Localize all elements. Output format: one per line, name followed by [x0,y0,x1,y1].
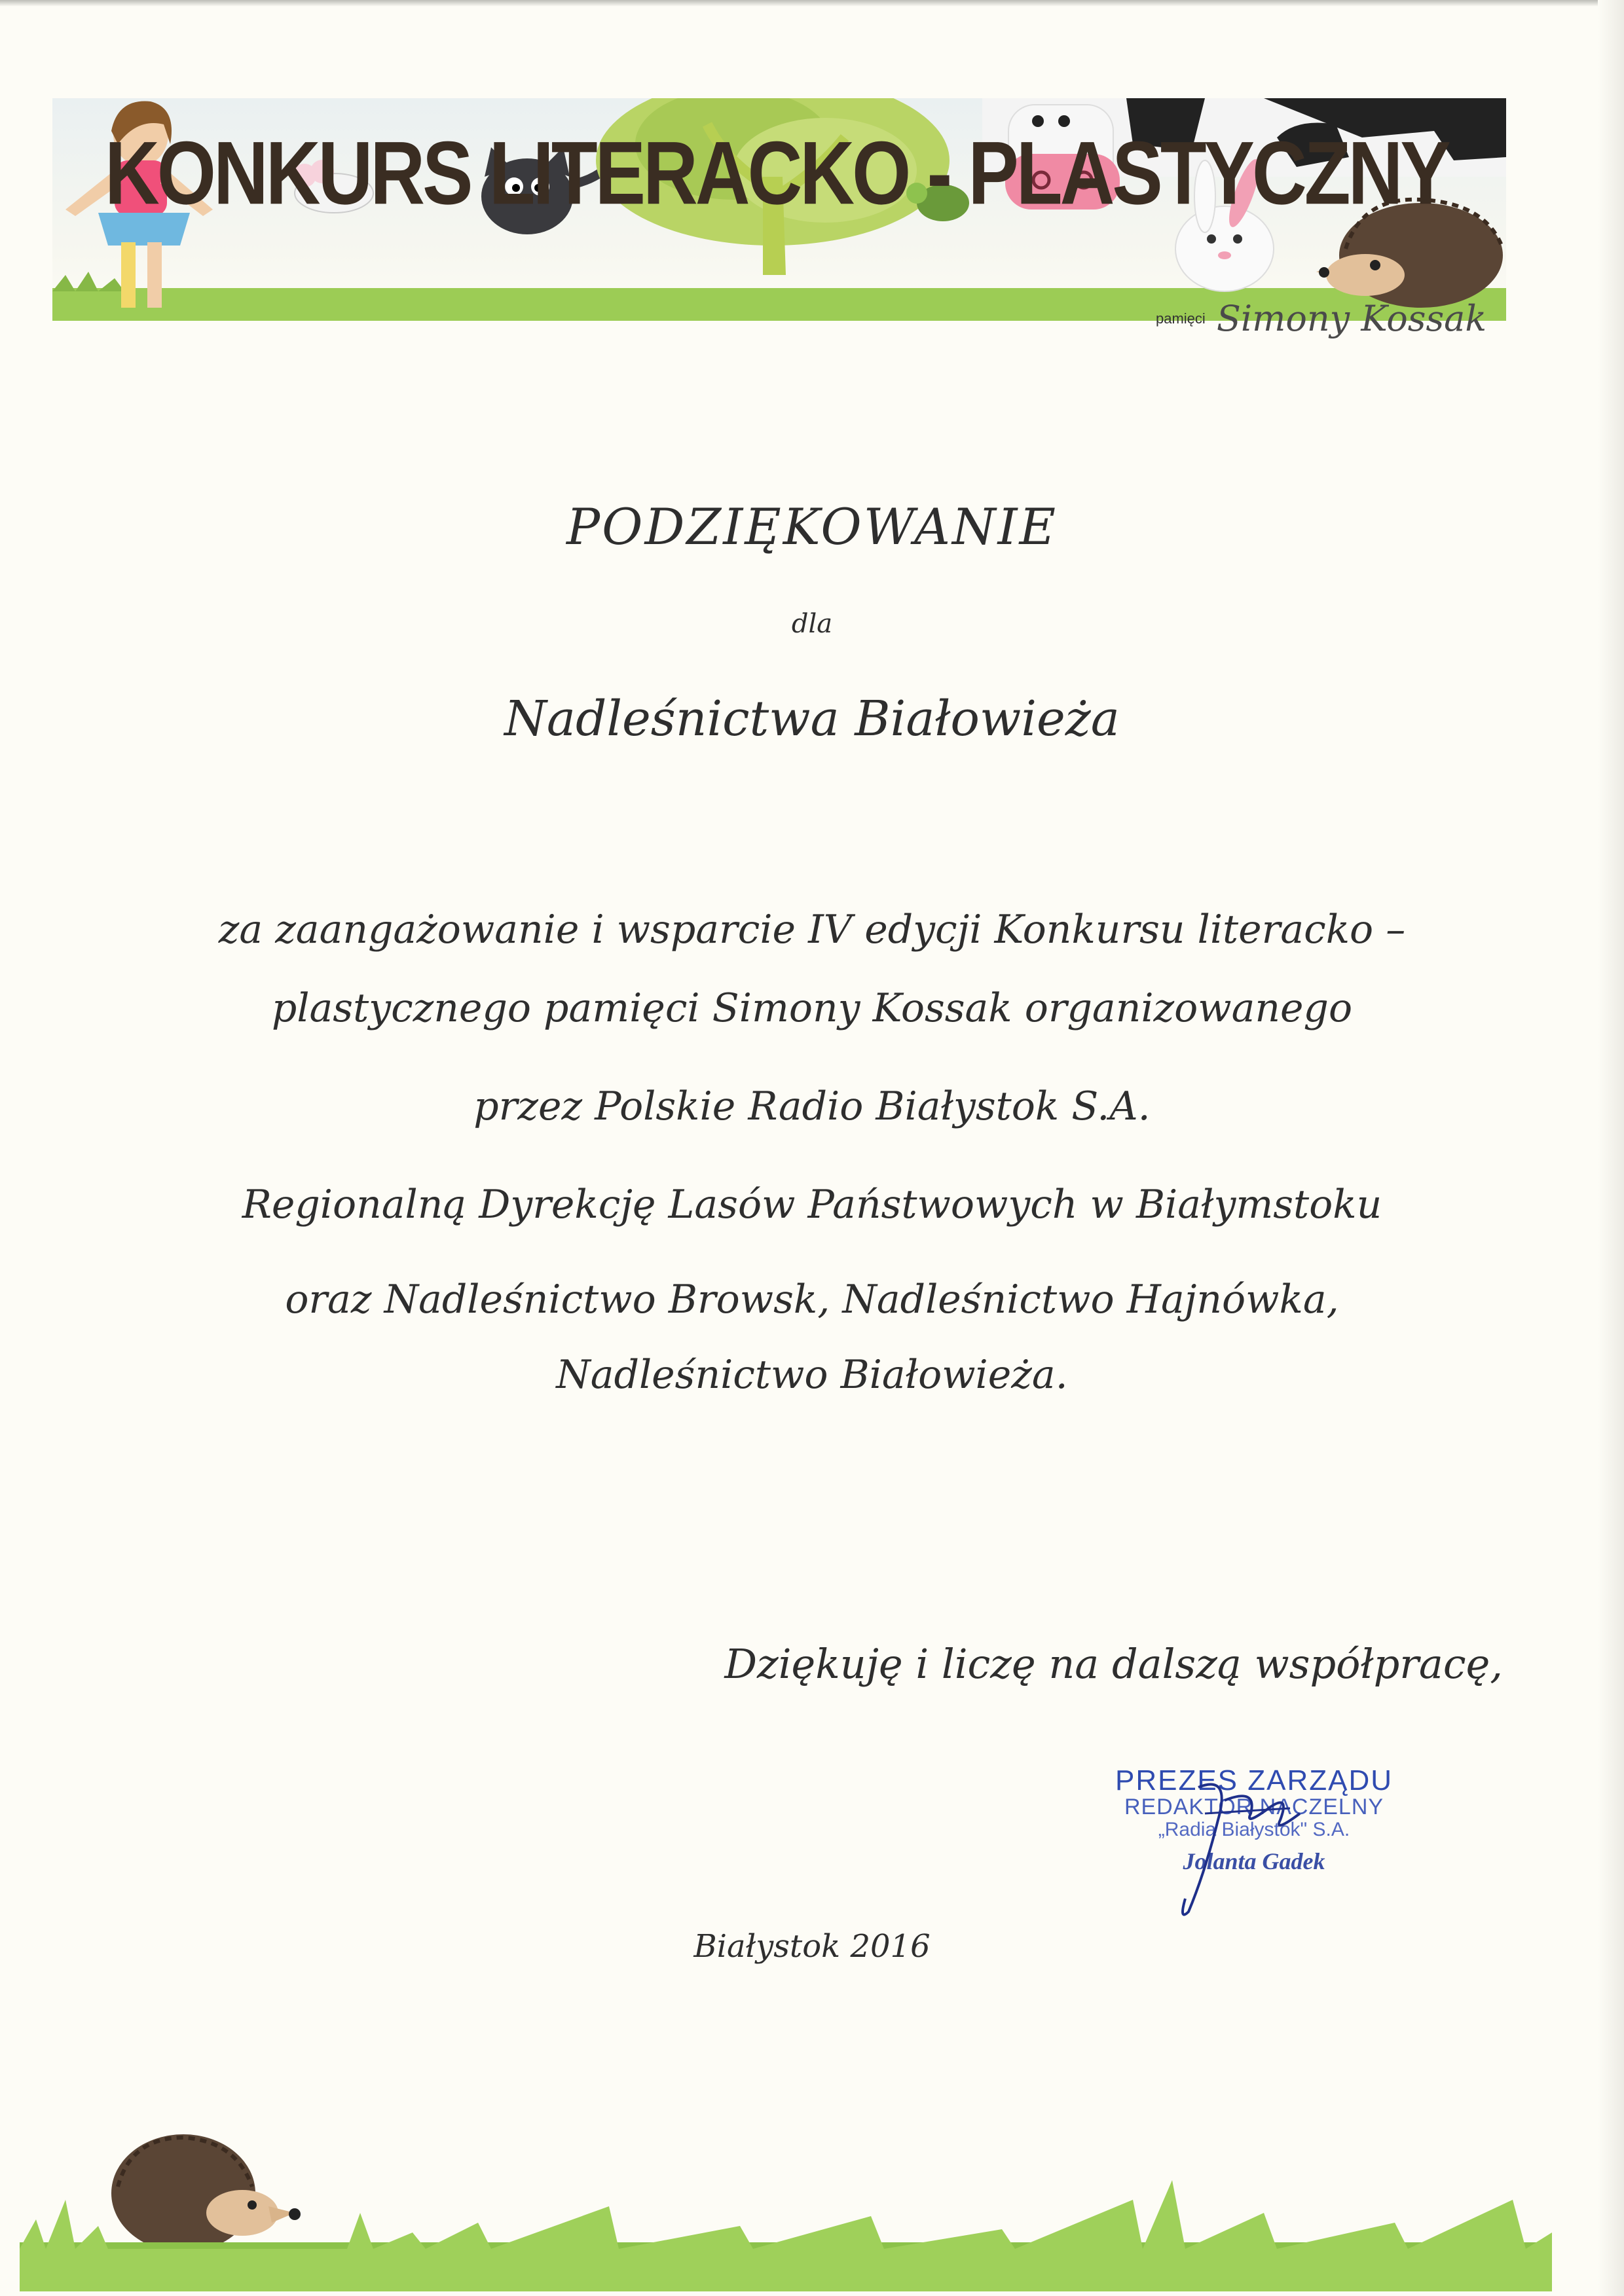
certificate-heading: PODZIĘKOWANIE [566,498,1058,556]
banner-memory-caption [1156,298,1486,339]
handwritten-signature [1139,1761,1349,1925]
body-line-4: Regionalną Dyrekcję Lasów Państwowych w Białymstoku [242,1182,1382,1228]
stamp-signatory: Jolanta Gadek [1183,1848,1325,1874]
closing-line: Dziękuję i liczę na dalszą współpracę, [724,1640,1503,1688]
place-and-date: Białystok 2016 [693,1928,931,1965]
body-line-6: Nadleśnictwo Białowieża. [556,1352,1068,1398]
body-line-2: plastycznego pamięci Simony Kossak organizowanego [271,985,1353,1031]
recipient-name: Nadleśnictwa Białowieża [504,691,1120,747]
stamp-company: „Radia Białystok" S.A. [1158,1819,1350,1840]
memory-label: pamięci [1156,310,1206,327]
scan-top-edge [0,0,1624,7]
for-word: dla [791,609,833,639]
memory-name: Simony Kossak [1216,298,1487,339]
stamp-title: PREZES ZARZĄDU [1115,1764,1393,1796]
footer-hedgehog-icon [111,2134,301,2252]
body-line-5: oraz Nadleśnictwo Browsk, Nadleśnictwo Hajnówka, [285,1277,1339,1322]
stamp-role: REDAKTOR NACZELNY [1124,1795,1384,1819]
banner-title: KONKURS LITERACKO - PLASTYCZNY [105,122,1449,223]
footer-illustration [20,2102,1552,2291]
body-line-3: przez Polskie Radio Białystok S.A. [473,1084,1151,1129]
body-line-1: za zaangażowanie i wsparcie IV edycji Konkursu literacko – [218,907,1406,953]
